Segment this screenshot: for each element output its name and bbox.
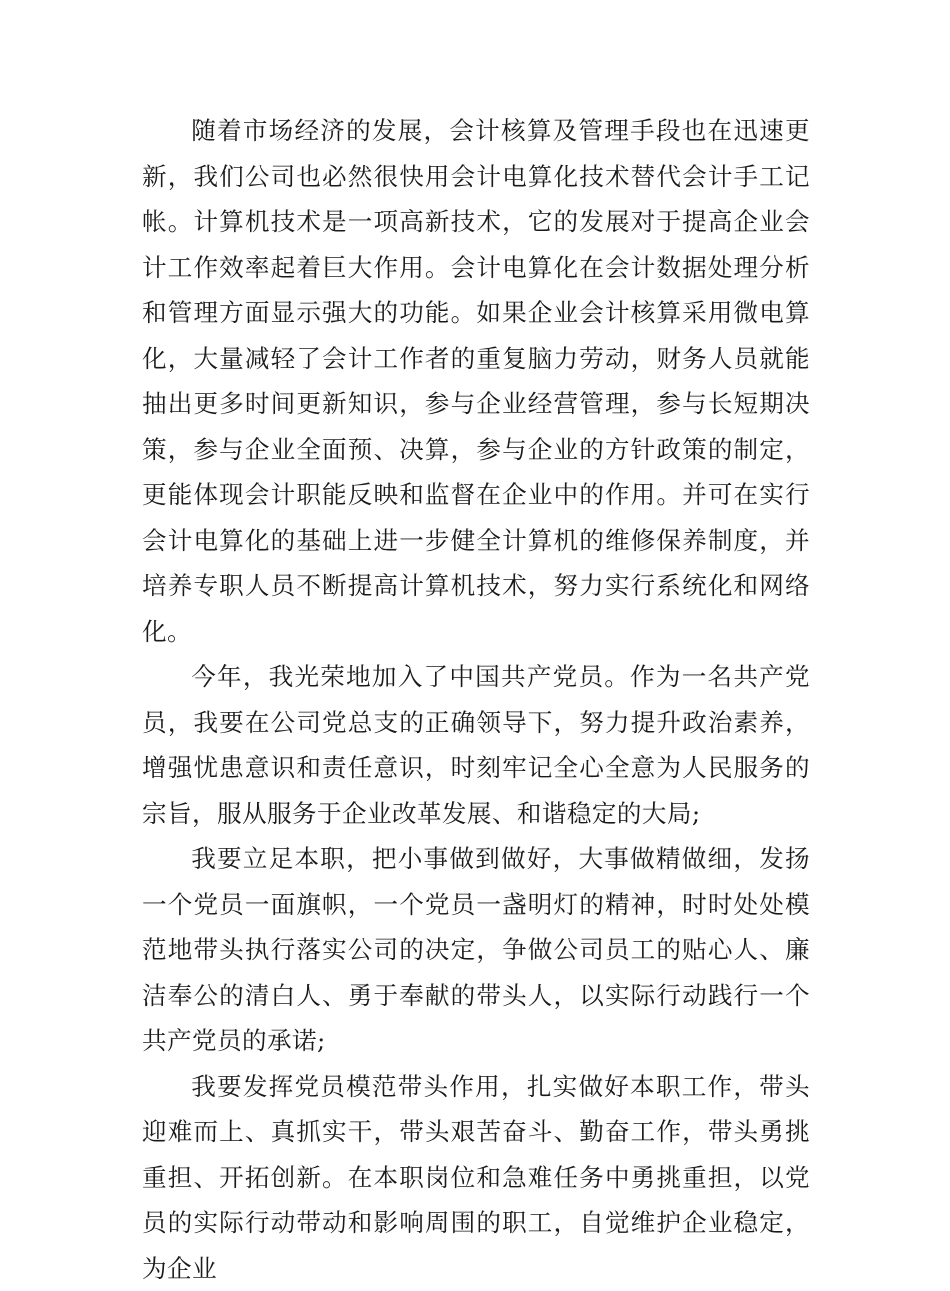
document-body	[142, 108, 810, 1291]
paragraph-exemplary-role: 我要发挥党员模范带头作用，扎实做好本职工作，带头迎难而上、真抓实干，带头艰苦奋斗、勤奋工作，带头勇挑重担、开拓创新。在本职岗位和急难任务中勇挑重担，以党员的实际行动带动和影响周围的职工，自觉维护企业稳定，为企业	[142, 1064, 810, 1291]
paragraph-job-commitment: 我要立足本职，把小事做到做好，大事做精做细，发扬一个党员一面旗帜，一个党员一盏明灯的精神，时时处处模范地带头执行落实公司的决定，争做公司员工的贴心人、廉洁奉公的清白人、勇于奉献的带头人，以实际行动践行一个共产党员的承诺;	[142, 836, 810, 1064]
paragraph-party-membership: 今年，我光荣地加入了中国共产党员。作为一名共产党员，我要在公司党总支的正确领导下，努力提升政治素养，增强忧患意识和责任意识，时刻牢记全心全意为人民服务的宗旨，服从服务于企业改革发展、和谐稳定的大局;	[142, 654, 810, 836]
paragraph-accounting-computerization: 随着市场经济的发展，会计核算及管理手段也在迅速更新，我们公司也必然很快用会计电算化技术替代会计手工记帐。计算机技术是一项高新技术，它的发展对于提高企业会计工作效率起着巨大作用。会计电算化在会计数据处理分析和管理方面显示强大的功能。如果企业会计核算采用微电算化，大量减轻了会计工作者的重复脑力劳动，财务人员就能抽出更多时间更新知识，参与企业经营管理，参与长短期决策，参与企业全面预、决算，参与企业的方针政策的制定，更能体现会计职能反映和监督在企业中的作用。并可在实行会计电算化的基础上进一步健全计算机的维修保养制度，并培养专职人员不断提高计算机技术，努力实行系统化和网络化。	[142, 108, 810, 654]
